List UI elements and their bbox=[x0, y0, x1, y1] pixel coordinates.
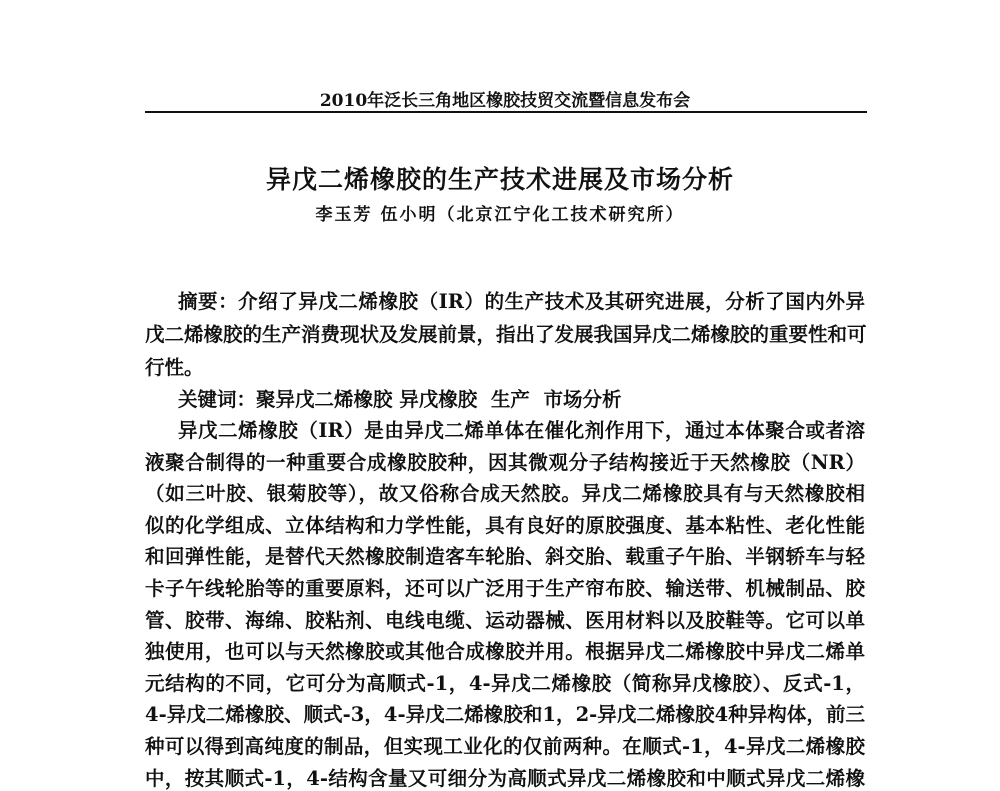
body-line: 管、胶带、海绵、胶粘剂、电线电缆、运动器械、医用材料以及胶鞋等。它可以单 bbox=[145, 608, 865, 632]
body-line: 元结构的不同，它可分为高顺式-1，4-异戊二烯橡胶（简称异戊橡胶）、反式-1， bbox=[145, 671, 865, 695]
header-rule bbox=[145, 111, 867, 113]
abstract-line bbox=[178, 286, 865, 314]
body-line: （如三叶胶、银菊胶等），故又俗称合成天然胶。异戊二烯橡胶具有与天然橡胶相 bbox=[145, 482, 865, 506]
body-line: 似的化学组成、立体结构和力学性能，具有良好的原胶强度、基本粘性、老化性能 bbox=[145, 513, 865, 537]
running-header: 2010年泛长三角地区橡胶技贸交流暨信息发布会 bbox=[319, 91, 691, 111]
body-line: 液聚合制得的一种重要合成橡胶胶种，因其微观分子结构接近于天然橡胶（NR） bbox=[145, 450, 865, 474]
keywords-text: 聚异戊二烯橡胶 异戊橡胶 生产 市场分析 bbox=[256, 388, 622, 411]
article-title: 异戊二烯橡胶的生产技术进展及市场分析 bbox=[265, 165, 734, 194]
abstract-label: 摘要： bbox=[178, 290, 239, 313]
body-line: 中，按其顺式-1，4-结构含量又可细分为高顺式异戊二烯橡胶和中顺式异戊二烯橡 bbox=[145, 766, 865, 790]
abstract-line: 行性。 bbox=[145, 356, 204, 379]
keywords-label: 关键词： bbox=[178, 388, 257, 411]
body-line: 4-异戊二烯橡胶、顺式-3，4-异戊二烯橡胶和1，2-异戊二烯橡胶4种异构体，前三 bbox=[145, 703, 865, 727]
body-line: 异戊二烯橡胶（IR）是由异戊二烯单体在催化剂作用下，通过本体聚合或者溶 bbox=[178, 419, 865, 442]
body-line: 独使用，也可以与天然橡胶或其他合成橡胶并用。根据异戊二烯橡胶中异戊二烯单 bbox=[145, 640, 865, 664]
body-line: 种可以得到高纯度的制品，但实现工业化的仅前两种。在顺式-1，4-异戊二烯橡胶 bbox=[145, 735, 865, 758]
abstract-text: 介绍了异戊二烯橡胶（IR）的生产技术及其研究进展，分析了国内外异 bbox=[238, 290, 865, 313]
article-authors: 李玉芳 伍小明（北京江宁化工技术研究所） bbox=[315, 205, 685, 225]
body-line: 和回弹性能，是替代天然橡胶制造客车轮胎、斜交胎、载重子午胎、半钢轿车与轻 bbox=[145, 545, 865, 569]
keywords-line bbox=[178, 384, 865, 412]
abstract-line: 戊二烯橡胶的生产消费现状及发展前景，指出了发展我国异戊二烯橡胶的重要性和可 bbox=[145, 323, 867, 346]
body-line: 卡子午线轮胎等的重要原料，还可以广泛用于生产帘布胶、输送带、机械制品、胶 bbox=[145, 577, 865, 600]
